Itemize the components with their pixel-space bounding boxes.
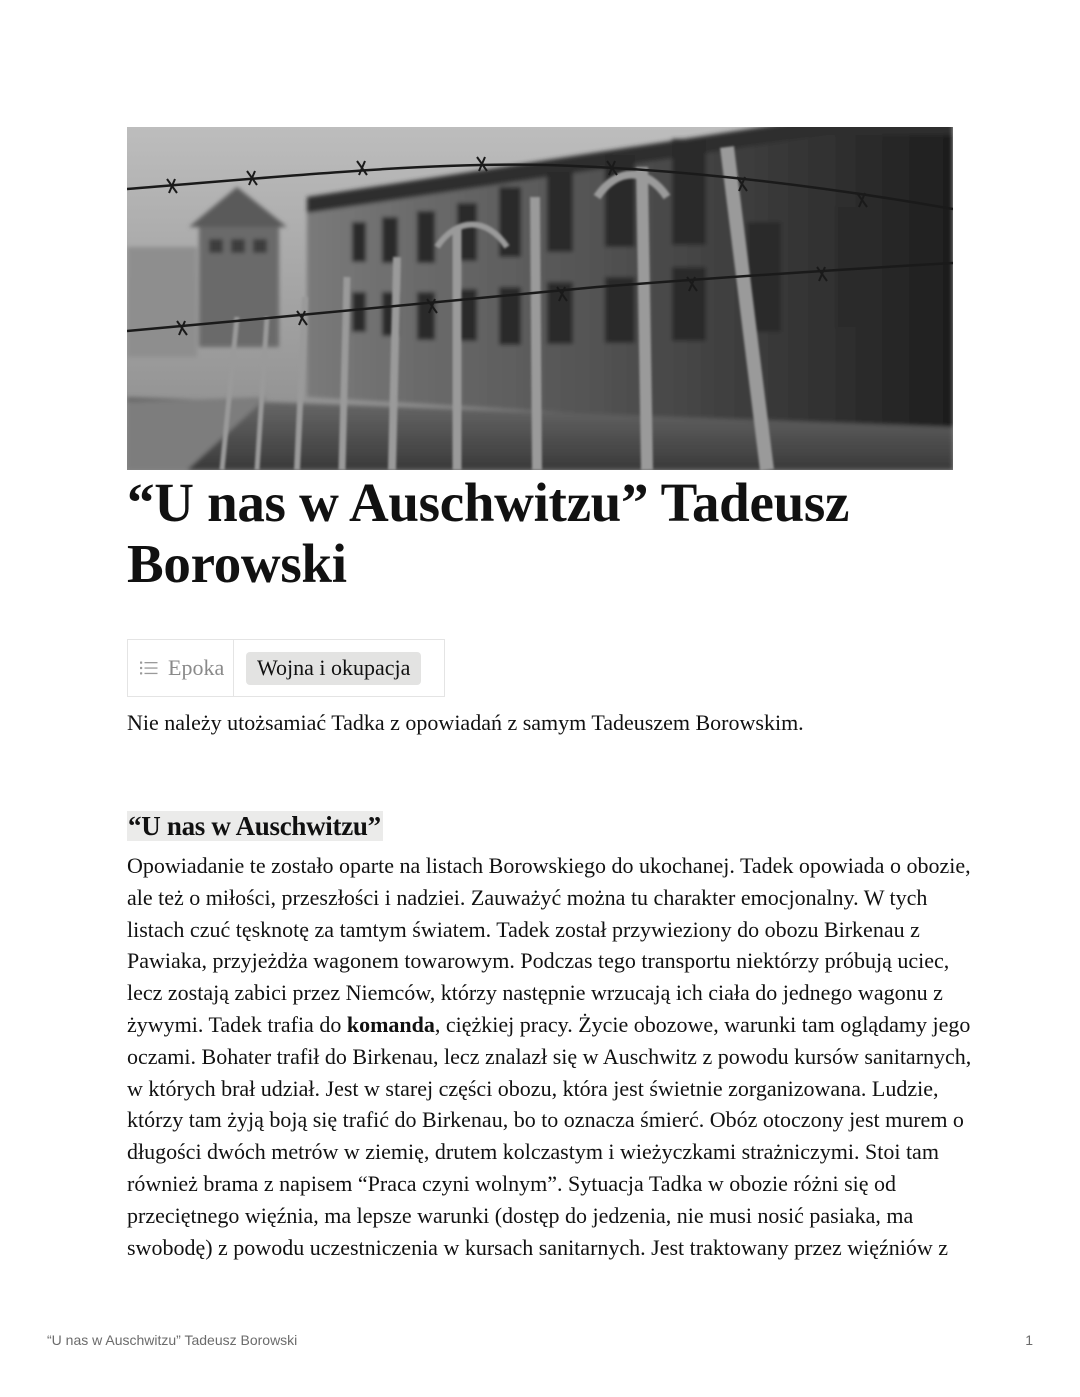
list-icon: [140, 661, 158, 675]
page-title: “U nas w Auschwitzu” Tadeusz Borowski: [127, 472, 850, 594]
body-line: swobodę) z powodu uczestniczenia w kursach sanitarnych. Jest traktowany przez więźniów z: [127, 1234, 949, 1260]
body-line: listach czuć tęsknotę za tamtym światem. Tadek został przywieziony do obozu Birkenau z: [127, 916, 920, 942]
body-line: lecz zostają zabici przez Niemców, którzy następnie wrzucają ich ciała do jednego wagonu z: [127, 980, 943, 1006]
property-value-cell[interactable]: [234, 640, 444, 696]
body-paragraph: [127, 850, 972, 1263]
intro-paragraph: Nie należy utożsamiać Tadka z opowiadań z samym Tadeuszem Borowskim.: [127, 710, 804, 735]
body-line: oczami. Bohater trafił do Birkenau, lecz znalazł się w Auschwitz z powodu kursów sanitarnych,: [127, 1043, 972, 1069]
property-name-cell[interactable]: [128, 640, 234, 696]
body-text-segment: , ciężkiej pracy. Życie obozowe, warunki tam oglądamy jego: [434, 1011, 971, 1037]
property-value-tag[interactable]: Wojna i okupacja: [246, 652, 421, 685]
body-line: przeciętnego więźnia, ma lepsze warunki (dostęp do jedzenia, nie musi nosić pasiaka, ma: [127, 1202, 914, 1228]
body-line: Pawiaka, przyjeżdża wagonem towarowym. Podczas tego transportu niektórzy próbują uciec,: [127, 948, 950, 974]
section-heading-text: “U nas w Auschwitzu”: [128, 811, 381, 841]
footer-page-number: 1: [1025, 1332, 1033, 1348]
body-line: którzy tam żyją boją się trafić do Birkenau, bo to oznacza śmierć. Obóz otoczony jest murem o: [127, 1107, 964, 1133]
body-line: długości dwóch metrów w ziemię, drutem kolczastym i wieżyczkami strażniczymi. Stoi tam: [127, 1139, 939, 1165]
body-line-with-bold: [127, 1009, 971, 1041]
body-line: Opowiadanie te zostało oparte na listach Borowskiego do ukochanej. Tadek opowiada o obozie,: [127, 853, 971, 878]
section-heading: [127, 809, 383, 843]
body-line: ale też o miłości, przeszłości i nadziei. Zauważyć można tu charakter emocjonalny. W tych: [127, 884, 928, 910]
footer-title: “U nas w Auschwitzu” Tadeusz Borowski: [47, 1332, 298, 1348]
cover-photo: [127, 127, 953, 470]
body-line: również brama z napisem “Praca czyni wolnym”. Sytuacja Tadka w obozie różni się od: [127, 1170, 897, 1196]
property-row-epoka: [127, 639, 445, 697]
bold-term: komanda: [346, 1011, 435, 1037]
cover-photo-drawing: [127, 127, 953, 470]
body-text-segment: żywymi. Tadek trafia do: [127, 1011, 347, 1037]
body-line: w których brał udział. Jest w starej części obozu, która jest świetnie zorganizowana. Ludzie,: [127, 1075, 939, 1101]
property-name: Epoka: [168, 655, 225, 680]
